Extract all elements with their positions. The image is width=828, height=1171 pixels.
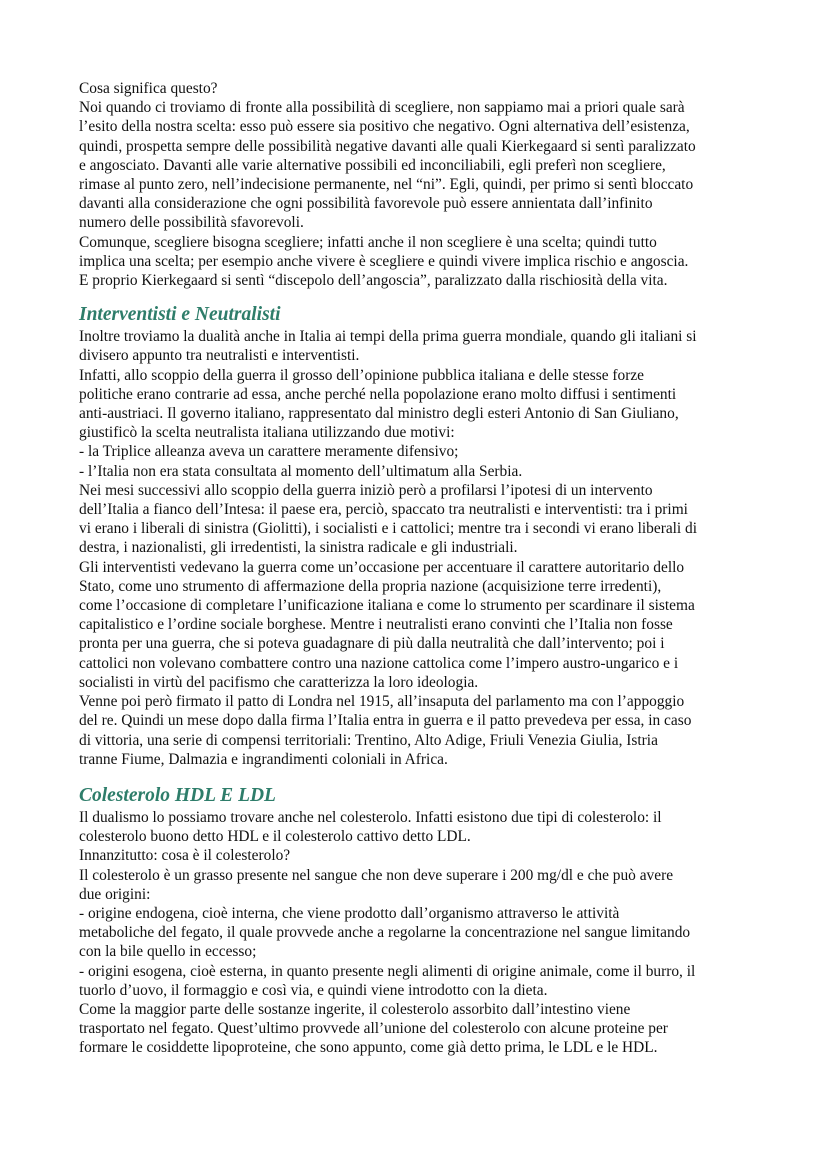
text-line: Innanzitutto: cosa è il colesterolo? <box>79 847 291 865</box>
section-heading-colesterolo: Colesterolo HDL E LDL <box>79 784 276 806</box>
text-line: giustificò la scelta neutralista italiana utilizzando due motivi: <box>79 424 455 442</box>
text-line: con la bile quello in eccesso; <box>79 943 257 961</box>
text-line: E proprio Kierkegaard si sentì “discepolo dell’angoscia”, paralizzato dalla rischiosità della vita. <box>79 272 668 290</box>
text-line: - la Triplice alleanza aveva un carattere meramente difensivo; <box>79 443 459 461</box>
text-line: pronta per una guerra, che si poteva guadagnare di più dalla neutralità che dall’intervento; poi i <box>79 635 665 653</box>
text-line: colesterolo buono detto HDL e il colesterolo cattivo detto LDL. <box>79 828 471 846</box>
text-line: - origini esogena, cioè esterna, in quanto presente negli alimenti di origine animale, come il burro, il <box>79 962 696 980</box>
text-line: Inoltre troviamo la dualità anche in Italia ai tempi della prima guerra mondiale, quando gli italiani si <box>79 328 697 346</box>
text-line: politiche erano contrarie ad essa, anche perché nella popolazione erano molto diffusi i sentimenti <box>79 385 677 403</box>
section-body-interventisti <box>79 327 788 769</box>
text-line: tuorlo d’uovo, il formaggio e così via, e quindi viene introdotto con la dieta. <box>79 981 548 999</box>
text-line: Venne poi però firmato il patto di Londra nel 1915, all’insaputa del parlamento ma con l’appoggio <box>79 693 685 711</box>
text-line: implica una scelta; per esempio anche vivere è scegliere e quindi vivere implica rischio e angoscia. <box>79 252 689 270</box>
text-line: formare le cosiddette lipoproteine, che sono appunto, come già detto prima, le LDL e le HDL. <box>79 1039 658 1057</box>
text-line: davanti alla considerazione che ogni possibilità favorevole può essere annientata dall’infinito <box>79 195 653 213</box>
text-line: rimase al punto zero, nell’indecisione permanente, nel “ni”. Egli, quindi, per primo si sentì bloccato <box>79 176 694 194</box>
text-line: tranne Fiume, Dalmazia e ingrandimenti coloniali in Africa. <box>79 750 448 768</box>
text-line: cattolici non volevano combattere contro una nazione cattolica come l’impero austro-ungarico e i <box>79 654 679 672</box>
text-line: come l’occasione di completare l’unificazione italiana e come lo strumento per scardinare il sistema <box>79 597 695 615</box>
text-line: Infatti, allo scoppio della guerra il grosso dell’opinione pubblica italiana e delle stesse forze <box>79 366 644 384</box>
text-line: l’esito della nostra scelta: esso può essere sia positivo che negativo. Ogni alternativa dell’esistenza, <box>79 118 690 136</box>
text-line: Noi quando ci troviamo di fronte alla possibilità di scegliere, non sappiamo mai a priori quale sarà <box>79 99 685 117</box>
text-line: di vittoria, una serie di compensi territoriali: Trentino, Alto Adige, Friuli Venezia Giulia, Istria <box>79 731 658 749</box>
text-line: anti-austriaci. Il governo italiano, rappresentato dal ministro degli esteri Antonio di San Giuliano, <box>79 405 679 423</box>
text-line: Comunque, scegliere bisogna scegliere; infatti anche il non scegliere è una scelta; quindi tutto <box>79 233 657 251</box>
section-body-colesterolo <box>79 808 788 1058</box>
text-line: Il colesterolo è un grasso presente nel sangue che non deve superare i 200 mg/dl e che può avere <box>79 866 674 884</box>
text-line: socialisti in virtù del pacifismo che caratterizza la loro ideologia. <box>79 673 479 691</box>
text-line: Come la maggior parte delle sostanze ingerite, il colesterolo assorbito dall’intestino viene <box>79 1000 631 1018</box>
text-line: Nei mesi successivi allo scoppio della guerra iniziò però a profilarsi l’ipotesi di un intervento <box>79 481 653 499</box>
text-line: del re. Quindi un mese dopo dalla firma l’Italia entra in guerra e il patto prevedeva per essa, in caso <box>79 712 692 730</box>
text-line: - l’Italia non era stata consultata al momento dell’ultimatum alla Serbia. <box>79 462 523 480</box>
text-line: metaboliche del fegato, il quale provvede anche a regolarne la concentrazione nel sangue limitando <box>79 924 691 942</box>
text-line: quindi, prospetta sempre delle possibilità negative davanti alle quali Kierkegaard si sentì paralizzato <box>79 137 696 155</box>
text-line: Il dualismo lo possiamo trovare anche nel colesterolo. Infatti esistono due tipi di colesterolo: il <box>79 808 662 826</box>
text-line: dell’Italia a fianco dell’Intesa: il paese era, perciò, spaccato tra neutralisti e interventisti: tra i primi <box>79 501 688 519</box>
text-line: capitalistico e l’ordine sociale borghese. Mentre i neutralisti erano convinti che l’Italia non fosse <box>79 616 673 634</box>
text-line: Stato, come uno strumento di affermazione della propria nazione (acquisizione terre irredenti), <box>79 577 662 595</box>
text-line: divisero appunto tra neutralisti e interventisti. <box>79 347 360 365</box>
text-line: e angosciato. Davanti alle varie alternative possibili ed inconciliabili, egli preferì non scegliere, <box>79 156 666 174</box>
text-line: numero delle possibilità sfavorevoli. <box>79 214 304 232</box>
intro-paragraphs <box>79 79 788 290</box>
text-line: vi erano i liberali di sinistra (Giolitti), i socialisti e i cattolici; mentre tra i secondi vi erano liberali di <box>79 520 698 538</box>
text-line: trasportato nel fegato. Quest’ultimo provvede all’unione del colesterolo con alcune proteine per <box>79 1020 668 1038</box>
text-line: destra, i nazionalisti, gli irredentisti, la sinistra radicale e gli industriali. <box>79 539 518 557</box>
section-heading-interventisti: Interventisti e Neutralisti <box>79 304 281 326</box>
text-line: Cosa significa questo? <box>79 80 218 97</box>
text-line: due origini: <box>79 885 151 903</box>
text-line: Gli interventisti vedevano la guerra come un’occasione per accentuare il carattere autoritario dello <box>79 558 685 576</box>
text-line: - origine endogena, cioè interna, che viene prodotto dall’organismo attraverso le attività <box>79 904 620 922</box>
